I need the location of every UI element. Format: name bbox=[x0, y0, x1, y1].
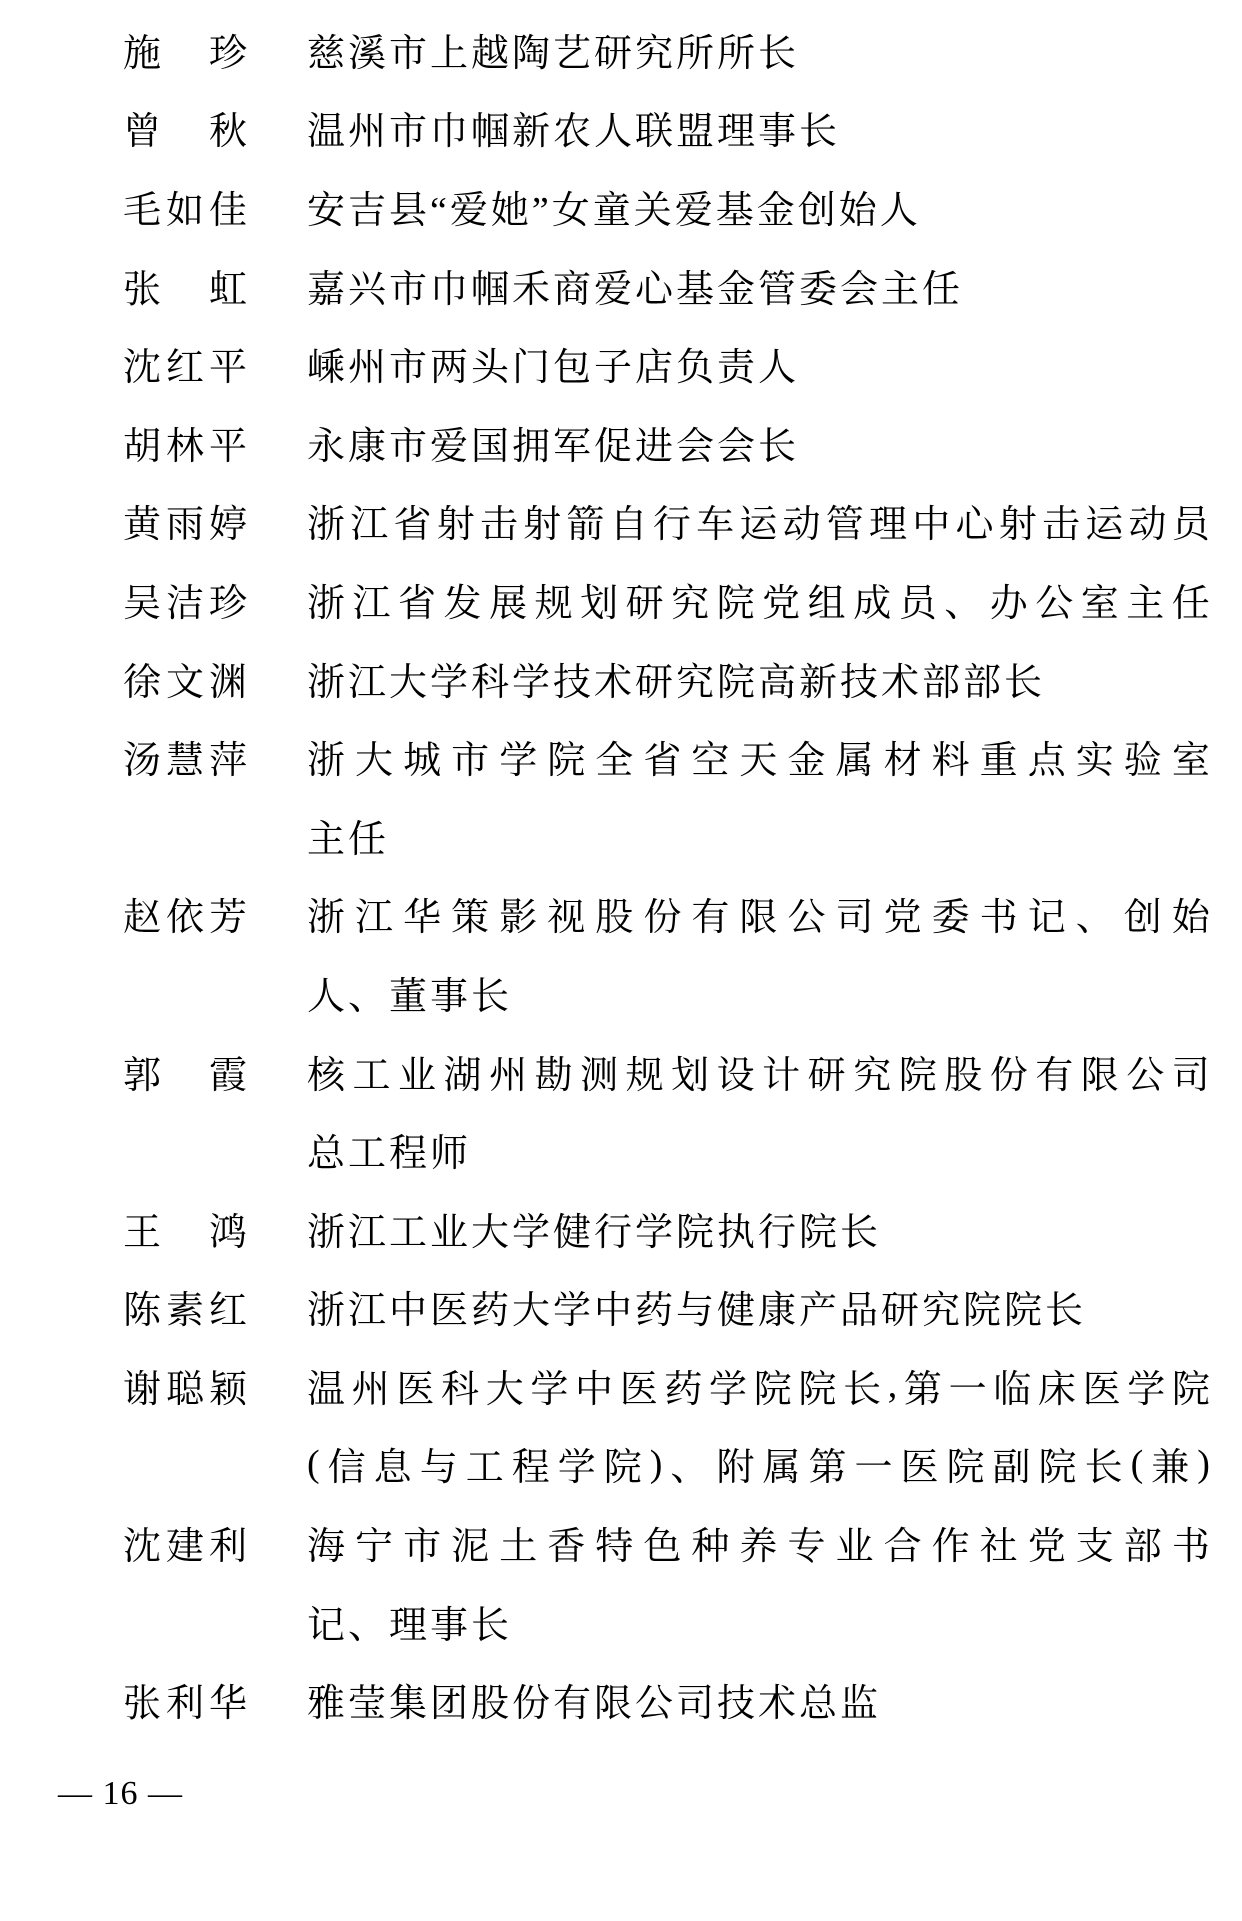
person-name: 王 鸿 bbox=[123, 1211, 247, 1254]
person-title-line: 主任 bbox=[307, 818, 390, 861]
person-title-line: 浙 江 华 策 影 视 股 份 有 限 公 司 党 委 书 记 、 创 始 bbox=[307, 897, 1210, 940]
person-name: 施 珍 bbox=[123, 32, 247, 75]
person-title-line: 浙 大 城 市 学 院 全 省 空 天 金 属 材 料 重 点 实 验 室 bbox=[307, 740, 1210, 783]
list-item bbox=[0, 953, 1242, 1032]
person-name: 沈 红 平 bbox=[123, 347, 247, 390]
list-item bbox=[0, 167, 1242, 246]
person-title-line: 雅莹集团股份有限公司技术总监 bbox=[307, 1683, 882, 1726]
list-item bbox=[0, 875, 1242, 954]
honoree-list bbox=[0, 10, 1242, 1739]
person-title-line: 人、董事长 bbox=[307, 975, 513, 1018]
person-title-line: 记、理事长 bbox=[307, 1604, 513, 1647]
list-item bbox=[0, 324, 1242, 403]
list-item bbox=[0, 482, 1242, 561]
person-name: 汤 慧 萍 bbox=[123, 740, 247, 783]
person-name: 沈 建 利 bbox=[123, 1526, 247, 1569]
list-item bbox=[0, 10, 1242, 89]
person-name: 徐 文 渊 bbox=[123, 661, 247, 704]
person-name: 赵 依 芳 bbox=[123, 897, 247, 940]
person-title-line: 海 宁 市 泥 土 香 特 色 种 养 专 业 合 作 社 党 支 部 书 bbox=[307, 1526, 1210, 1569]
person-name: 谢 聪 颖 bbox=[123, 1368, 247, 1411]
person-name: 张 虹 bbox=[123, 268, 247, 311]
person-title-line: 安吉县“爱她”女童关爱基金创始人 bbox=[307, 189, 921, 232]
person-title-line: 核 工 业 湖 州 勘 测 规 划 设 计 研 究 院 股 份 有 限 公 司 bbox=[307, 1054, 1210, 1097]
person-title-line: 总工程师 bbox=[307, 1133, 472, 1176]
list-item bbox=[0, 1110, 1242, 1189]
list-item bbox=[0, 717, 1242, 796]
list-item bbox=[0, 403, 1242, 482]
page-number: — 16 — bbox=[58, 1775, 183, 1812]
person-title-line: ( 信 息 与 工 程 学 院 ) 、 附 属 第 一 医 院 副 院 长 ( 兼 ) bbox=[307, 1442, 1210, 1490]
person-title-line: 浙 江 省 射 击 射 箭 自 行 车 运 动 管 理 中 心 射 击 运 动 员 bbox=[307, 504, 1210, 547]
list-item bbox=[0, 89, 1242, 168]
person-name: 张 利 华 bbox=[123, 1683, 247, 1726]
list-item bbox=[0, 1032, 1242, 1111]
person-title-line: 浙江中医药大学中药与健康产品研究院院长 bbox=[307, 1290, 1087, 1333]
list-item bbox=[0, 1503, 1242, 1582]
person-title-line: 慈溪市上越陶艺研究所所长 bbox=[307, 32, 800, 75]
person-title-line: 嵊州市两头门包子店负责人 bbox=[307, 347, 800, 390]
list-item bbox=[0, 796, 1242, 875]
person-title-line: 永康市爱国拥军促进会会长 bbox=[307, 425, 800, 468]
list-item bbox=[0, 639, 1242, 718]
list-item bbox=[0, 1268, 1242, 1347]
person-name: 曾 秋 bbox=[123, 111, 247, 154]
person-name: 毛 如 佳 bbox=[123, 189, 247, 232]
person-title-line: 温 州 医 科 大 学 中 医 药 学 院 院 长 , 第 一 临 床 医 学 院 bbox=[307, 1364, 1210, 1411]
list-item bbox=[0, 1425, 1242, 1504]
person-name: 郭 霞 bbox=[123, 1054, 247, 1097]
person-title-line: 浙江工业大学健行学院执行院长 bbox=[307, 1211, 882, 1254]
list-item bbox=[0, 1189, 1242, 1268]
person-title-line: 浙江大学科学技术研究院高新技术部部长 bbox=[307, 661, 1046, 704]
list-item bbox=[0, 560, 1242, 639]
person-name: 陈 素 红 bbox=[123, 1290, 247, 1333]
list-item bbox=[0, 1660, 1242, 1739]
person-title-line: 浙 江 省 发 展 规 划 研 究 院 党 组 成 员 、 办 公 室 主 任 bbox=[307, 582, 1210, 625]
list-item bbox=[0, 1582, 1242, 1661]
person-title-line: 温州市巾帼新农人联盟理事长 bbox=[307, 111, 841, 154]
list-item bbox=[0, 1346, 1242, 1425]
person-name: 胡 林 平 bbox=[123, 425, 247, 468]
person-name: 黄 雨 婷 bbox=[123, 504, 247, 547]
person-title-line: 嘉兴市巾帼禾商爱心基金管委会主任 bbox=[307, 268, 964, 311]
person-name: 吴 洁 珍 bbox=[123, 582, 247, 625]
list-item bbox=[0, 246, 1242, 325]
